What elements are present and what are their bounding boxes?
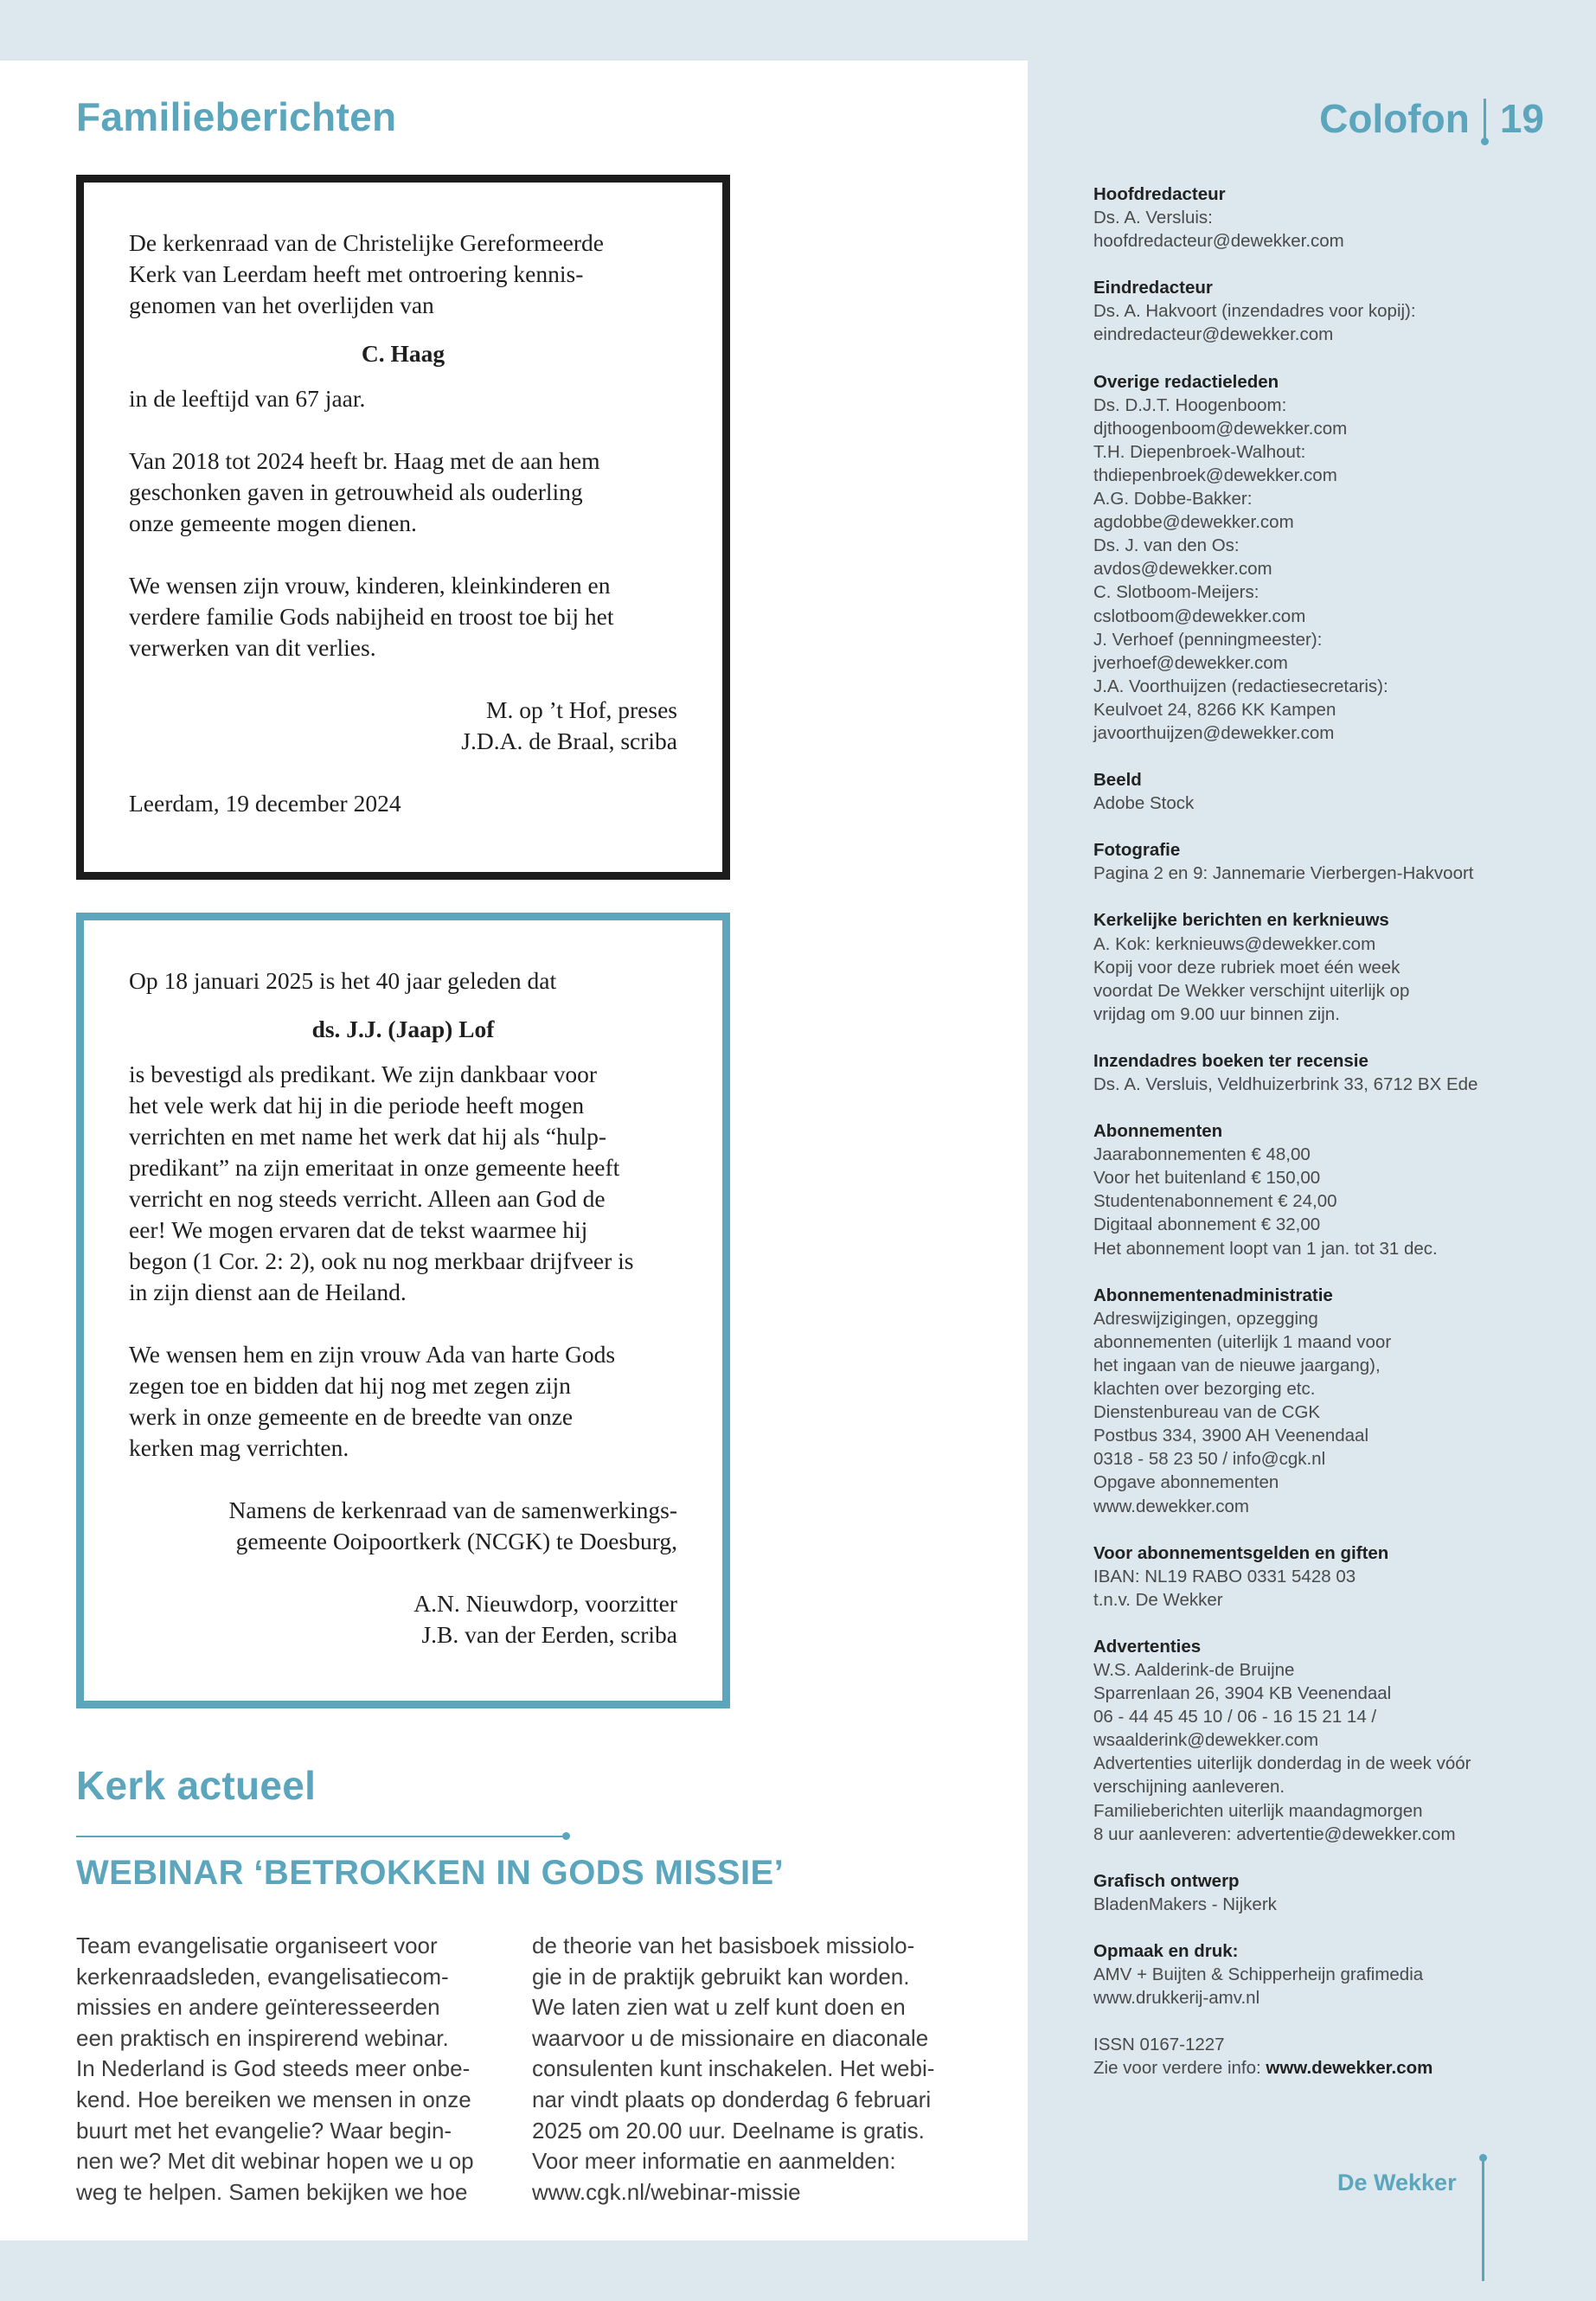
article-line: nar vindt plaats op donderdag 6 februari xyxy=(532,2086,932,2112)
colofon-line: voordat De Wekker verschijnt uiterlijk op xyxy=(1093,980,1410,1001)
article-line: een praktisch en inspirerend webinar. xyxy=(76,2024,449,2051)
article-line: buurt met het evangelie? Waar begin- xyxy=(76,2117,452,2144)
colofon-contact[interactable]: cslotboom@dewekker.com xyxy=(1093,606,1306,626)
article-line: kerkenraadsleden, evangelisatiecom- xyxy=(76,1963,449,1990)
colofon-heading: Beeld xyxy=(1093,770,1142,791)
signature: M. op ’t Hof, preses xyxy=(486,696,677,723)
colofon-line: Adreswijzigingen, opzegging xyxy=(1093,1308,1318,1329)
colofon-line: BladenMakers - Nijkerk xyxy=(1093,1894,1277,1914)
notice-text: het vele werk dat hij in die periode heeft mogen xyxy=(129,1092,585,1118)
kerk-actueel-title: Kerk actueel xyxy=(76,1763,317,1808)
colofon-contact[interactable]: djthoogenboom@dewekker.com xyxy=(1093,418,1348,439)
notice-text: begon (1 Cor. 2: 2), ook nu nog merkbaar drijfveer is xyxy=(129,1247,634,1274)
colofon-heading: Opmaak en druk: xyxy=(1093,1940,1239,1961)
article-line: gie in de praktijk gebruikt kan worden. xyxy=(532,1963,910,1990)
colofon-line: Studentenabonnement € 24,00 xyxy=(1093,1191,1337,1212)
colofon-line: Ds. A. Hakvoort (inzendadres voor kopij): xyxy=(1093,301,1416,322)
colofon-section xyxy=(1093,908,1561,1025)
colofon-header xyxy=(1319,95,1544,142)
colofon-line: T.H. Diepenbroek-Walhout: xyxy=(1093,441,1306,462)
anniversary-notice xyxy=(76,913,730,1708)
article-line: missies en andere geïnteresseerden xyxy=(76,1994,440,2021)
colofon-section xyxy=(1093,2033,1561,2080)
notice-text: Kerk van Leerdam heeft met ontroering kennis- xyxy=(129,260,584,287)
colofon-contact[interactable]: javoorthuijzen@dewekker.com xyxy=(1093,722,1335,743)
article-line: kend. Hoe bereiken we mensen in onze xyxy=(76,2086,471,2112)
article-line: We laten zien wat u zelf kunt doen en xyxy=(532,1994,906,2021)
colofon-heading: Fotografie xyxy=(1093,840,1181,861)
place-date: Leerdam, 19 december 2024 xyxy=(129,790,401,817)
notice-text: genomen van het overlijden van xyxy=(129,292,434,318)
colofon-line: verschijning aanleveren. xyxy=(1093,1777,1285,1798)
colofon-line: Jaarabonnementen € 48,00 xyxy=(1093,1144,1311,1165)
footer-rule xyxy=(1482,2160,1484,2281)
colofon-contact[interactable]: eindredacteur@dewekker.com xyxy=(1093,324,1334,345)
colofon-heading: Abonnementen xyxy=(1093,1121,1223,1142)
rule-dot xyxy=(562,1832,570,1840)
colofon-heading: Eindredacteur xyxy=(1093,278,1213,298)
article-line: de theorie van het basisboek missiolo- xyxy=(532,1932,915,1958)
colofon-line: Advertenties uiterlijk donderdag in de week vóór xyxy=(1093,1753,1471,1774)
notice-text: We wensen zijn vrouw, kinderen, kleinkinderen en xyxy=(129,572,611,599)
issn: ISSN 0167-1227 xyxy=(1093,2035,1225,2055)
notice-text: De kerkenraad van de Christelijke Gereformeerde xyxy=(129,229,604,256)
colofon-heading: Abonnementenadministratie xyxy=(1093,1285,1333,1305)
colofon-contact[interactable]: hoofdredacteur@dewekker.com xyxy=(1093,231,1344,252)
colofon-line: abonnementen (uiterlijk 1 maand voor xyxy=(1093,1331,1392,1352)
colofon-section xyxy=(1093,838,1561,885)
article-line: consulenten kunt inschakelen. Het webi- xyxy=(532,2055,935,2082)
colofon-line: IBAN: NL19 RABO 0331 5428 03 xyxy=(1093,1566,1356,1586)
minister-name: ds. J.J. (Jaap) Lof xyxy=(311,1016,495,1042)
page-number: 19 xyxy=(1499,96,1544,141)
colofon-line: Sparrenlaan 26, 3904 KB Veenendaal xyxy=(1093,1683,1392,1704)
colofon-section xyxy=(1093,1119,1561,1260)
section-rule xyxy=(76,1836,566,1837)
notice-text: zegen toe en bidden dat hij nog met zegen zijn xyxy=(129,1372,571,1399)
colofon-section xyxy=(1093,1049,1561,1096)
colofon-section xyxy=(1093,1939,1561,2009)
colofon-section xyxy=(1093,768,1561,815)
colofon-line: Digitaal abonnement € 32,00 xyxy=(1093,1215,1321,1235)
colofon-line: vrijdag om 9.00 uur binnen zijn. xyxy=(1093,1003,1340,1024)
colofon-section xyxy=(1093,1541,1561,1612)
colofon-line: het ingaan van de nieuwe jaargang), xyxy=(1093,1355,1381,1375)
colofon-heading: Advertenties xyxy=(1093,1636,1202,1657)
notice-text: Op 18 januari 2025 is het 40 jaar geleden dat xyxy=(129,967,557,994)
notice-text: eer! We mogen ervaren dat de tekst waarmee hij xyxy=(129,1216,588,1243)
colofon-line: Familieberichten uiterlijk maandagmorgen xyxy=(1093,1800,1423,1821)
colofon-line: Ds. A. Versluis, Veldhuizerbrink 33, 6712 BX Ede xyxy=(1093,1074,1478,1094)
notice-text: is bevestigd als predikant. We zijn dankbaar voor xyxy=(129,1061,598,1087)
death-notice xyxy=(76,175,730,880)
colofon-section xyxy=(1093,1635,1561,1846)
colofon-title: Colofon xyxy=(1319,96,1470,141)
article-line: weg te helpen. Samen bekijken we hoe xyxy=(76,2178,468,2205)
article-line: Team evangelisatie organiseert voor xyxy=(76,1932,438,1958)
colofon-contact[interactable]: www.drukkerij-amv.nl xyxy=(1093,1988,1260,2009)
notice-text: Namens de kerkenraad van de samenwerkings- xyxy=(228,1497,677,1523)
website-link[interactable]: www.dewekker.com xyxy=(1266,2058,1433,2079)
colofon-section xyxy=(1093,370,1561,746)
colofon-heading: Hoofdredacteur xyxy=(1093,184,1226,204)
colofon-contact[interactable]: 0318 - 58 23 50 / info@cgk.nl xyxy=(1093,1449,1326,1470)
article-line: 2025 om 20.00 uur. Deelname is gratis. xyxy=(532,2117,925,2144)
colofon-line: Kopij voor deze rubriek moet één week xyxy=(1093,957,1401,977)
colofon-section xyxy=(1093,183,1561,253)
webinar-title: WEBINAR ‘BETROKKEN IN GODS MISSIE’ xyxy=(76,1854,785,1892)
webinar-link[interactable]: www.cgk.nl/webinar-missie xyxy=(532,2178,801,2205)
colofon-section xyxy=(1093,1869,1561,1916)
signature: J.D.A. de Braal, scriba xyxy=(461,727,677,754)
footer-brand: De Wekker xyxy=(1337,2170,1457,2195)
colofon-line: Keulvoet 24, 8266 KK Kampen xyxy=(1093,699,1336,720)
colofon-line: Voor het buitenland € 150,00 xyxy=(1093,1168,1321,1189)
info-prefix: Zie voor verdere info: xyxy=(1093,2058,1266,2079)
colofon-line: Opgave abonnementen xyxy=(1093,1472,1279,1493)
colofon-contact[interactable]: A. Kok: kerknieuws@dewekker.com xyxy=(1093,933,1376,954)
colofon-contact[interactable]: www.dewekker.com xyxy=(1093,1496,1250,1516)
notice-text: We wensen hem en zijn vrouw Ada van harte Gods xyxy=(129,1341,616,1368)
notice-text: Van 2018 tot 2024 heeft br. Haag met de aan hem xyxy=(129,447,600,474)
colofon-line: A.G. Dobbe-Bakker: xyxy=(1093,489,1253,510)
colofon-line: Postbus 334, 3900 AH Veenendaal xyxy=(1093,1426,1369,1446)
colofon-line: J.A. Voorthuijzen (redactiesecretaris): xyxy=(1093,676,1388,696)
notice-text: verrichten en met name het werk dat hij als “hulp- xyxy=(129,1123,607,1150)
colofon-line: Pagina 2 en 9: Jannemarie Vierbergen-Hakvoort xyxy=(1093,863,1474,884)
colofon-contact[interactable]: 8 uur aanleveren: advertentie@dewekker.com xyxy=(1093,1823,1456,1844)
colofon-heading: Kerkelijke berichten en kerknieuws xyxy=(1093,910,1389,931)
colofon-line: AMV + Buijten & Schipperheijn grafimedia xyxy=(1093,1965,1424,1984)
colofon-line: Dienstenbureau van de CGK xyxy=(1093,1402,1321,1423)
notice-text: verricht en nog steeds verricht. Alleen aan God de xyxy=(129,1185,606,1212)
notice-text: gemeente Ooipoortkerk (NCGK) te Doesburg, xyxy=(235,1528,677,1554)
colofon-heading: Voor abonnementsgelden en giften xyxy=(1093,1542,1389,1563)
deceased-name: C. Haag xyxy=(361,340,445,367)
colofon-contact[interactable]: avdos@dewekker.com xyxy=(1093,559,1272,580)
colofon-heading: Inzendadres boeken ter recensie xyxy=(1093,1050,1368,1071)
info-line xyxy=(1093,2056,1561,2080)
colofon-list xyxy=(1093,183,1561,2103)
article-line: nen we? Met dit webinar hopen we u op xyxy=(76,2148,474,2175)
colofon-contact[interactable]: agdobbe@dewekker.com xyxy=(1093,512,1294,533)
colofon-line: W.S. Aalderink-de Bruijne xyxy=(1093,1659,1295,1680)
colofon-section xyxy=(1093,276,1561,346)
notice-text: verwerken van dit verlies. xyxy=(129,634,376,661)
notice-text: in zijn dienst aan de Heiland. xyxy=(129,1279,407,1305)
colofon-contact[interactable]: jverhoef@dewekker.com xyxy=(1093,652,1288,673)
article-line: Voor meer informatie en aanmelden: xyxy=(532,2148,896,2175)
colofon-line: Ds. D.J.T. Hoogenboom: xyxy=(1093,394,1287,415)
signature: J.B. van der Eerden, scriba xyxy=(421,1621,677,1648)
notice-text: verdere familie Gods nabijheid en troost toe bij het xyxy=(129,603,614,630)
colofon-line: klachten over bezorging etc. xyxy=(1093,1379,1316,1400)
colofon-line: C. Slotboom-Meijers: xyxy=(1093,582,1259,603)
article-column-1 xyxy=(76,1931,474,2208)
colofon-heading: Grafisch ontwerp xyxy=(1093,1870,1240,1891)
colofon-line: Ds. J. van den Os: xyxy=(1093,535,1240,556)
notice-text: werk in onze gemeente en de breedte van onze xyxy=(129,1403,574,1430)
colofon-line: t.n.v. De Wekker xyxy=(1093,1589,1223,1610)
colofon-contact[interactable]: thdiepenbroek@dewekker.com xyxy=(1093,465,1337,485)
article-line: In Nederland is God steeds meer onbe- xyxy=(76,2055,471,2082)
header-divider xyxy=(1484,99,1486,138)
signature: A.N. Nieuwdorp, voorzitter xyxy=(413,1590,677,1617)
colofon-section xyxy=(1093,1284,1561,1518)
colofon-line: Adobe Stock xyxy=(1093,793,1195,814)
notice-text: kerken mag verrichten. xyxy=(129,1434,349,1461)
colofon-line: Het abonnement loopt van 1 jan. tot 31 dec. xyxy=(1093,1238,1438,1259)
notice-text: geschonken gaven in getrouwheid als ouderling xyxy=(129,478,583,505)
colofon-line: J. Verhoef (penningmeester): xyxy=(1093,629,1323,650)
notice-text: in de leeftijd van 67 jaar. xyxy=(129,385,366,412)
article-line: waarvoor u de missionaire en diaconale xyxy=(532,2024,929,2051)
notice-text: predikant” na zijn emeritaat in onze gemeente heeft xyxy=(129,1154,620,1181)
colofon-contact[interactable]: wsaalderink@dewekker.com xyxy=(1093,1730,1319,1751)
article-column-2 xyxy=(532,1931,934,2208)
familieberichten-title: Familieberichten xyxy=(76,94,397,139)
notice-text: onze gemeente mogen dienen. xyxy=(129,510,417,536)
colofon-line: Ds. A. Versluis: xyxy=(1093,208,1213,228)
colofon-line: 06 - 44 45 45 10 / 06 - 16 15 21 14 / xyxy=(1093,1707,1377,1727)
colofon-heading: Overige redactieleden xyxy=(1093,371,1279,392)
